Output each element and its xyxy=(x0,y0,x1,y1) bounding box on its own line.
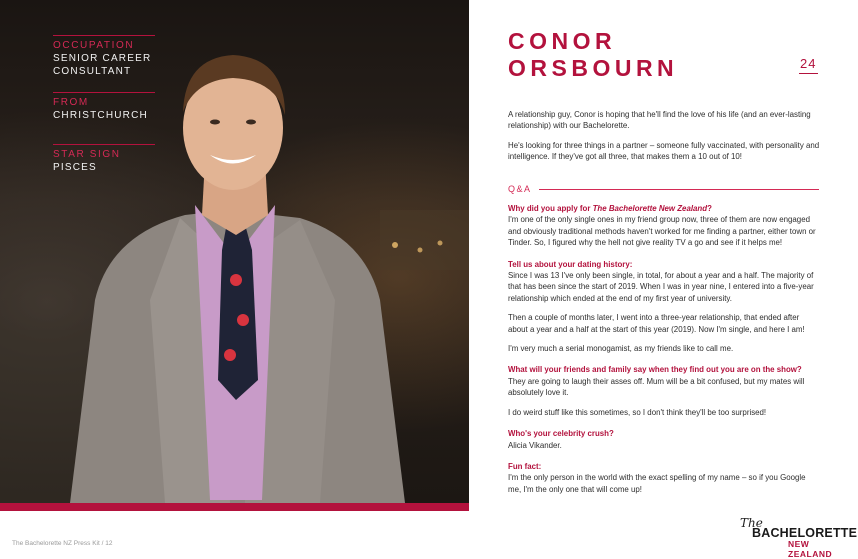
intro-paragraph-1: A relationship guy, Conor is hoping that he'll find the love of his life (and an ever-lasting relationship) with our Bachelorette. xyxy=(508,110,811,131)
last-name: ORSBOURN xyxy=(508,55,679,81)
from-value: CHRISTCHURCH xyxy=(53,110,148,121)
footer: The Bachelorette NZ Press Kit / 12 xyxy=(12,540,113,547)
question-1-suffix: ? xyxy=(707,204,712,213)
intro-text xyxy=(508,109,820,171)
from-label: FROM xyxy=(53,97,89,108)
occupation-value-line2: CONSULTANT xyxy=(53,66,132,77)
page-number: 24 xyxy=(800,56,817,71)
occupation-value-line1: SENIOR CAREER xyxy=(53,53,152,64)
footer-text: The Bachelorette NZ Press Kit xyxy=(12,540,100,547)
divider xyxy=(53,92,155,93)
star-sign-block xyxy=(53,144,155,174)
answer-2-paragraph-3: I'm very much a serial monogamist, as my friends like to call me. xyxy=(508,344,734,354)
qa-heading: Q&A xyxy=(508,184,532,194)
page-number-underline xyxy=(799,73,818,74)
first-name: CONOR xyxy=(508,28,617,54)
question-1-prefix: Why did you apply for xyxy=(508,204,593,213)
logo-brand: BACHELORETTE xyxy=(752,526,858,540)
logo-the: The xyxy=(740,516,763,530)
question-1-show-title: The Bachelorette New Zealand xyxy=(592,204,708,213)
logo-subtitle: NEW ZEALAND xyxy=(788,539,833,559)
qa-item-2 xyxy=(508,259,820,355)
occupation-label: OCCUPATION xyxy=(53,40,135,51)
qa-item-5 xyxy=(508,461,820,495)
accent-band xyxy=(0,503,469,511)
question-4: Who's your celebrity crush? xyxy=(508,429,614,439)
question-5: Fun fact: xyxy=(508,461,542,471)
footer-page: 12 xyxy=(105,540,113,547)
star-sign-label: STAR SIGN xyxy=(53,149,121,160)
answer-4: Alicia Vikander. xyxy=(508,440,562,450)
qa-item-3 xyxy=(508,364,820,418)
qa-divider xyxy=(539,189,819,190)
contestant-photo xyxy=(0,0,469,503)
qa-section xyxy=(508,203,820,505)
star-sign-value: PISCES xyxy=(53,162,97,173)
answer-5: I'm the only person in the world with the exact spelling of my name – so if you Google me, I'm the only one that will come up! xyxy=(508,473,806,494)
answer-3-paragraph-2: I do weird stuff like this sometimes, so I don't think they'll be too surprised! xyxy=(508,407,767,417)
answer-3-paragraph-1: They are going to laugh their asses off. Mum will be a bit confused, but my mates will absolutely love it. xyxy=(508,376,805,398)
bachelorette-logo xyxy=(740,516,858,559)
answer-2-paragraph-1: Since I was 13 I've only been single, in total, for about a year and a half. The majority of that has been since the start of 2019. When I was in year nine, I entered into a five-year relationship which ended at the end of my first year of university. xyxy=(508,271,814,303)
divider xyxy=(53,35,155,36)
occupation-block xyxy=(53,35,155,78)
question-1 xyxy=(508,203,820,214)
qa-item-1 xyxy=(508,203,820,249)
from-block xyxy=(53,92,155,122)
answer-2-paragraph-2: Then a couple of months later, I went into a three-year relationship, that ended after about a year and a half at the start of this year (2019). Now I'm single, and here I am! xyxy=(508,313,805,334)
question-3: What will your friends and family say when they find out you are on the show? xyxy=(508,365,802,375)
qa-item-4 xyxy=(508,428,820,451)
contestant-name xyxy=(508,28,768,82)
intro-paragraph-2: He's looking for three things in a partner – someone fully vaccinated, with personality and intelligence. If they've got all three, that makes them a 10 out of 10! xyxy=(508,140,820,162)
question-2: Tell us about your dating history: xyxy=(508,259,633,269)
divider xyxy=(53,144,155,145)
answer-1: I'm one of the only single ones in my friend group now, three of them are now engaged and obviously traditional methods haven't worked for me finding a partner, either town or Tinder. So, I figured why the hell not give reality TV a go and see if it helps me! xyxy=(508,215,816,248)
